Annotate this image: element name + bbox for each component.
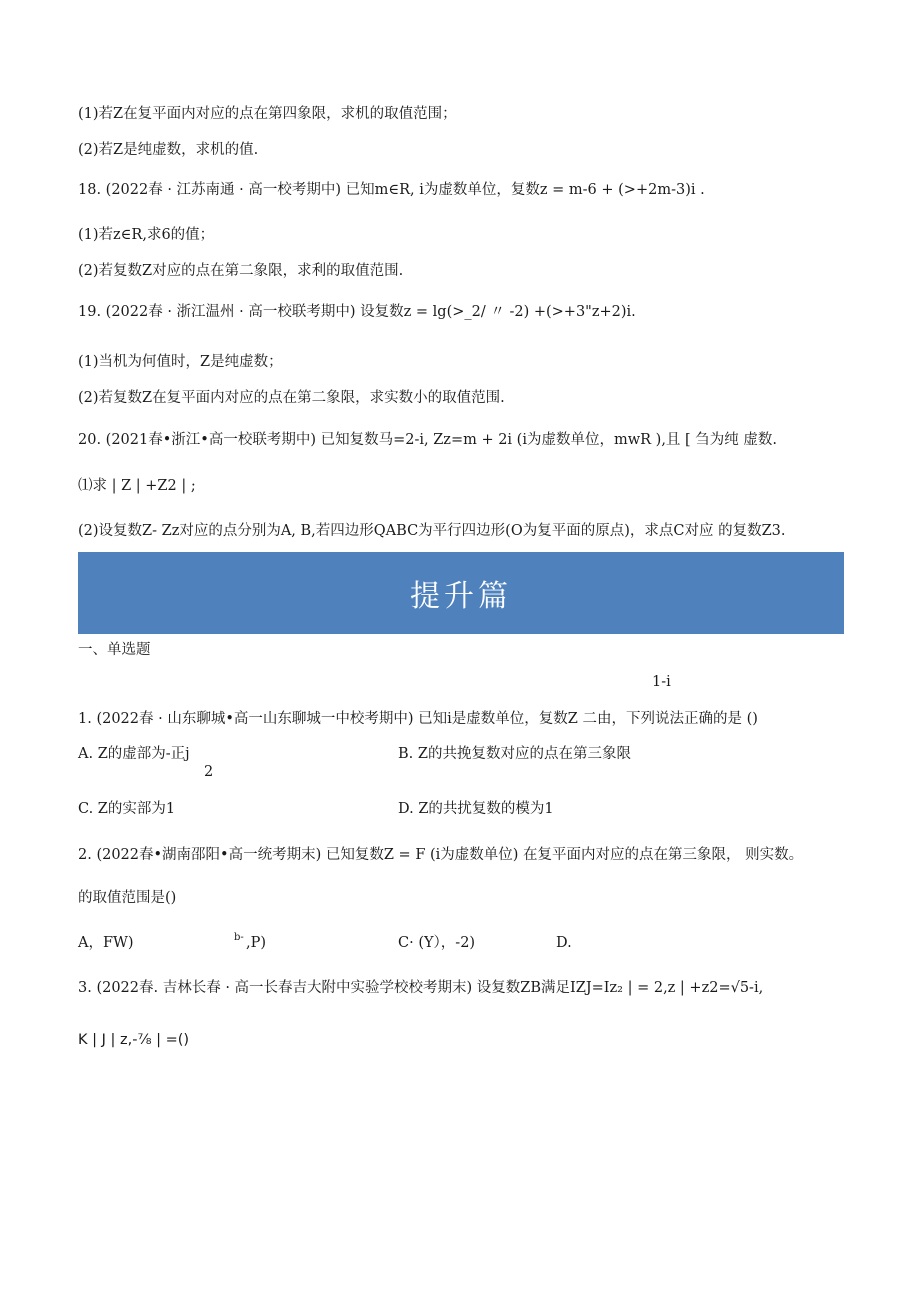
question-20: 20. (2021春•浙江•高一校联考期中) 已知复数马=2-i, Zz=m + 2i (i为虚数单位，mwR ),且 [ 刍为纯 虚数. xyxy=(78,432,778,448)
question-18: 18. (2022春 · 江苏南通 · 高一校考期中) 已知m∈R, i为虚数单位，复数z = m-6 + (>+2m-3)i . xyxy=(78,182,705,198)
question-1: 1. (2022春 · 山东聊城•高一山东聊城一中校考期中) 已知i是虚数单位，复数Z 二由，下列说法正确的是 () xyxy=(78,711,758,727)
text-line: (2)若Z是纯虚数，求机的值. xyxy=(78,142,259,158)
text-line: (2)若复数Z在复平面内对应的点在第二象限，求实数小的取值范围. xyxy=(78,390,505,406)
question-3: 3. (2022春. 吉林长春 · 高一长春吉大附中实验学校校考期末) 设复数ZB满足IZJ=Iz₂ | = 2,z | +z2=√5-i, xyxy=(78,980,764,996)
section-banner xyxy=(78,552,844,634)
text-line: (1)当机为何值时，Z是纯虚数； xyxy=(78,354,283,370)
question-19: 19. (2022春 · 浙江温州 · 高一校联考期中) 设复数z = lg(>_2/ 〃 -2) +(>+3"z+2)i. xyxy=(78,304,636,320)
option-a: A，FW) xyxy=(78,935,134,951)
text-line: (2)设复数Z- Zz对应的点分别为A, B,若四边形QABC为平行四边形(O为复平面的原点)，求点C对应 的复数Z3. xyxy=(78,523,786,539)
text-line: ⑴求 | Z | +Z2 | ; xyxy=(78,478,196,494)
superscript: b- xyxy=(234,932,244,943)
subscript: 2 xyxy=(204,764,214,780)
option-d: D. xyxy=(556,935,572,951)
option-c: C. Z的实部为1 xyxy=(78,801,176,817)
text-line: (1)若z∈R,求6的值； xyxy=(78,227,215,243)
banner-title: 提升篇 xyxy=(410,579,512,614)
question-2: 2. (2022春•湖南邵阳•高一统考期末) 已知复数Z = F (i为虚数单位) 在复平面内对应的点在第三象限， 则实数。 xyxy=(78,847,804,863)
fraction-numerator: 1-i xyxy=(652,674,671,690)
option-d: D. Z的共扰复数的模为1 xyxy=(398,801,554,817)
section-heading: 一、单选题 xyxy=(78,642,151,658)
text-line: (2)若复数Z对应的点在第二象限，求利的取值范围. xyxy=(78,263,404,279)
text-line: 的取值范围是() xyxy=(78,890,177,906)
option-a: A. Z的虚部为-正j xyxy=(78,746,190,762)
text-line: (1)若Z在复平面内对应的点在第四象限，求机的取值范围； xyxy=(78,106,457,122)
option-b: ,P) xyxy=(246,935,267,951)
text-line: K | J | z,-⅞ | =() xyxy=(78,1032,190,1048)
option-c: C· (Y），-2) xyxy=(398,935,476,951)
option-b: B. Z的共挽复数对应的点在第三象限 xyxy=(398,746,631,762)
